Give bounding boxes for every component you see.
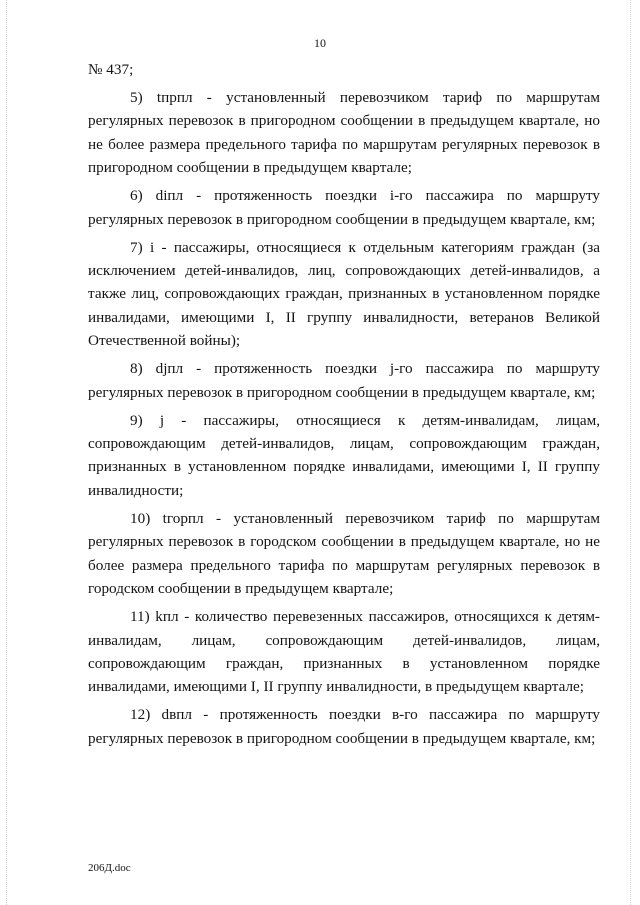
paragraph-item-12: 12) dвпл - протяженность поездки в-го пассажира по маршруту регулярных перевозок в пригородном сообщении в предыдущем квартале, км; <box>88 706 600 747</box>
file-name-footer: 206Д.doc <box>88 862 131 874</box>
scan-edge-right <box>630 0 632 905</box>
document-body <box>88 58 600 750</box>
paragraph-item-10: 10) tгорпл - установленный перевозчиком тариф по маршрутам регулярных перевозок в городском сообщении в предыдущем квартале, но не более размера предельного тарифа по маршрутам регулярных перевозок в городском сообщении в предыдущем квартале; <box>88 509 600 598</box>
scan-edge-left <box>6 0 8 905</box>
paragraph-item-6: 6) diпл - протяженность поездки i-го пассажира по маршруту регулярных перевозок в пригородном сообщении в предыдущем квартале, км; <box>88 187 600 228</box>
paragraph-item-8: 8) djпл - протяженность поездки j-го пассажира по маршруту регулярных перевозок в пригородном сообщении в предыдущем квартале, км; <box>88 360 600 401</box>
page-number: 10 <box>314 36 326 50</box>
paragraph-item-5: 5) tпрпл - установленный перевозчиком тариф по маршрутам регулярных перевозок в пригородном сообщении в предыдущем квартале, но не более размера предельного тарифа по маршрутам регулярных перевозок в пригородном сообщении в предыдущем квартале; <box>88 89 600 177</box>
paragraph-item-11: 11) kпл - количество перевезенных пассажиров, относящихся к детям-инвалидам, лицам, сопровождающим детей-инвалидов, лицам, сопровождающим граждан, признанных в установленном порядке инвалидами, имеющими I, II группу инвалидности, в предыдущем квартале; <box>88 608 600 696</box>
paragraph-item-9: 9) j - пассажиры, относящиеся к детям-инвалидам, лицам, сопровождающим детей-инвалидов, лицам, сопровождающим граждан, признанных в установленном порядке инвалидами, имеющими I, II группу инвалидности; <box>88 411 600 499</box>
paragraph-item-7: 7) i - пассажиры, относящиеся к отдельным категориям граждан (за исключением детей-инвалидов, лиц, сопровождающих детей-инвалидов, а также лиц, сопровождающих граждан, признанных в установленном порядке инвалидами, имеющими I, II группу инвалидности, ветеранов Великой Отечественной войны); <box>88 238 600 350</box>
paragraph-continuation: № 437; <box>88 61 134 78</box>
